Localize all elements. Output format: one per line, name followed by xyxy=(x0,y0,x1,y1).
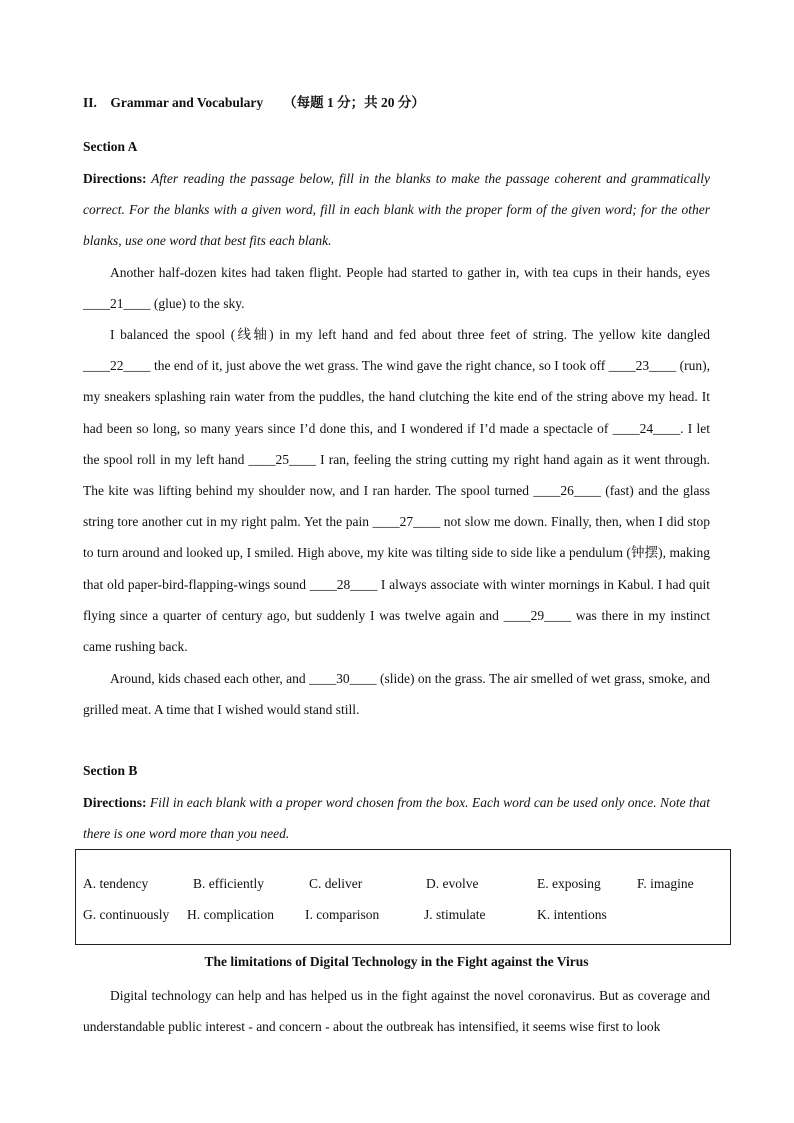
section-a-title: Section A xyxy=(83,139,138,154)
word-option: K. intentions xyxy=(537,907,607,922)
directions-text: Fill in each blank with a proper word chosen from the box. Each word can be used only once. Note that there is one word more than you need. xyxy=(83,795,710,842)
passage-title: The limitations of Digital Technology in the Fight against the Virus xyxy=(204,954,589,969)
word-option: D. evolve xyxy=(426,876,479,891)
section-b-directions xyxy=(83,787,710,849)
passage-paragraph-2: I balanced the spool (线轴) in my left hand and fed about three feet of string. The yellow kite dangled ____22____ the end of it, just above the wet grass. The wind gave the right chance, so I took off ____23____ (run), my sneakers splashing rain water from the puddles, the hand clutching the kite end of the string above my head. It had been so long, so many years since I’d done this, and I wondered if I’d made a spectacle of ____24____. I let the spool roll in my left hand ____25____ I ran, feeling the string cutting my right hand again as it went through. The kite was lifting behind my shoulder now, and I ran harder. The spool turned ____26____ (fast) and the glass string tore another cut in my right palm. Yet the pain ____27____ not slow me down. Finally, then, when I did stop to turn around and looked up, I smiled. High above, my kite was tilting side to side like a pendulum (钟摆), making that old paper-bird-flapping-wings sound ____28____ I always associate with winter mornings in Kabul. I had quit flying since a quarter of century ago, but suddenly I was twelve again and ____29____ was there in my instinct came rushing back. xyxy=(83,327,710,655)
word-option: A. tendency xyxy=(83,876,149,891)
word-option: C. deliver xyxy=(309,876,363,891)
part-label: II. Grammar and Vocabulary xyxy=(83,95,264,110)
directions-label: Directions: xyxy=(83,171,147,186)
section-b-title: Section B xyxy=(83,763,138,778)
section-a-directions xyxy=(83,163,710,257)
word-option: E. exposing xyxy=(537,876,601,891)
word-option: G. continuously xyxy=(83,907,170,922)
directions-label: Directions: xyxy=(83,795,147,810)
word-option: B. efficiently xyxy=(193,876,264,891)
passage-paragraph-3: Around, kids chased each other, and ____30____ (slide) on the grass. The air smelled of wet grass, smoke, and grilled meat. A time that I wished would stand still. xyxy=(83,671,710,718)
word-option: F. imagine xyxy=(637,876,694,891)
score-note: （每题 1 分；共 20 分） xyxy=(283,95,425,110)
passage-paragraph-1: Another half-dozen kites had taken flight. People had started to gather in, with tea cups in their hands, eyes ____21____ (glue) to the sky. xyxy=(83,265,710,312)
word-option: J. stimulate xyxy=(424,907,486,922)
passage-b-paragraph-1: Digital technology can help and has helped us in the fight against the novel coronavirus. But as coverage and understandable public interest - and concern - about the outbreak has intensified, it seems wise first to look xyxy=(83,988,710,1035)
word-bank-box xyxy=(75,849,731,945)
word-option: H. complication xyxy=(187,907,274,922)
directions-text: After reading the passage below, fill in the blanks to make the passage coherent and grammatically correct. For the blanks with a given word, fill in each blank with the proper form of the given word; for the other blanks, use one word that best fits each blank. xyxy=(83,171,710,249)
part-heading xyxy=(83,91,425,111)
word-option: I. comparison xyxy=(305,907,380,922)
